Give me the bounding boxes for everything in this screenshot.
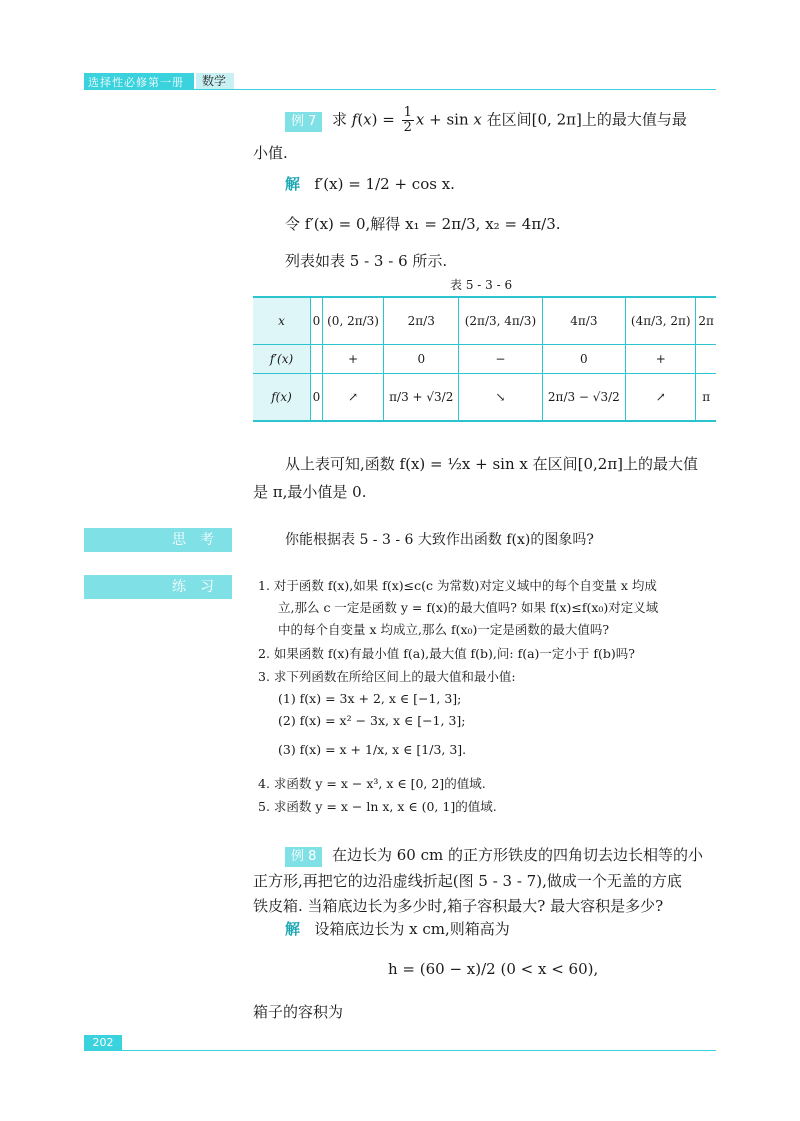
- example8-line2: 正方形,再把它的边沿虚线折起(图 5 - 3 - 7),做成一个无盖的方底: [253, 872, 682, 890]
- table-cell: +: [322, 345, 383, 374]
- table-cell: (4π/3, 2π): [626, 297, 696, 345]
- table-row-derivative: [253, 345, 716, 374]
- row-label-function: f(x): [253, 374, 311, 422]
- header-rule: [84, 89, 716, 90]
- height-formula: h = (60 − x)/2 (0 < x < 60),: [388, 960, 599, 978]
- volume-intro: 箱子的容积为: [253, 1003, 344, 1021]
- example7-line1-rest: 在区间[0, 2π]上的最大值与最: [486, 110, 687, 129]
- list-intro: 列表如表 5 - 3 - 6 所示.: [285, 252, 448, 270]
- subject-label: 数学: [196, 73, 234, 89]
- table-cell: 0: [384, 345, 459, 374]
- practice-subitem: (3) f(x) = x + 1/x, x ∈ [1/3, 3].: [278, 742, 467, 757]
- practice-label: 练习: [84, 575, 232, 599]
- table-cell: 0: [542, 345, 626, 374]
- table-row-function: [253, 374, 716, 422]
- table-cell: 2π/3: [384, 297, 459, 345]
- example8-solution: 解 设箱底边长为 x cm,则箱高为: [285, 920, 510, 938]
- table-cell: 4π/3: [542, 297, 626, 345]
- example8-tag: 例 8: [285, 847, 322, 867]
- practice-item: 立,那么 c 一定是函数 y = f(x)的最大值吗? 如果 f(x)≤f(x₀)对定义域: [278, 600, 659, 615]
- arrow-up-icon: ↗: [322, 374, 383, 422]
- practice-item: 2. 如果函数 f(x)有最小值 f(a),最大值 f(b),问: f(a)一定小于 f(b)吗?: [258, 646, 635, 661]
- practice-item: 5. 求函数 y = x − ln x, x ∈ (0, 1]的值域.: [258, 799, 497, 814]
- table-cell: −: [459, 345, 542, 374]
- arrow-up-icon: ↗: [626, 374, 696, 422]
- table-cell: 0: [311, 297, 323, 345]
- table-cell: 2π/3 − √3/2: [542, 374, 626, 422]
- table-cell: [311, 345, 323, 374]
- critical-points: 令 f′(x) = 0,解得 x₁ = 2π/3, x₂ = 4π/3.: [285, 215, 561, 233]
- solution-tag: 解: [285, 175, 301, 193]
- example7-line2: 小值.: [253, 144, 288, 162]
- table-cell: +: [626, 345, 696, 374]
- monotonicity-table: [253, 296, 716, 422]
- conclusion-line2: 是 π,最小值是 0.: [253, 483, 367, 501]
- book-title: 选择性必修第一册: [88, 76, 184, 89]
- solution-derivative: 解 f′(x) = 1/2 + cos x.: [285, 175, 455, 193]
- example8-line3: 铁皮箱. 当箱底边长为多少时,箱子容积最大? 最大容积是多少?: [253, 897, 664, 915]
- table-cell: (0, 2π/3): [322, 297, 383, 345]
- table-cell: 2π: [696, 297, 716, 345]
- think-label: 思考: [84, 528, 232, 552]
- example8-line1: 例 8 在边长为 60 cm 的正方形铁皮的四角切去边长相等的小: [285, 844, 703, 867]
- practice-item: 中的每个自变量 x 均成立,那么 f(x₀)一定是函数的最大值吗?: [278, 622, 610, 637]
- table-cell: [696, 345, 716, 374]
- table-cell: π/3 + √3/2: [384, 374, 459, 422]
- table-cell: π: [696, 374, 716, 422]
- practice-item: 1. 对于函数 f(x),如果 f(x)≤c(c 为常数)对定义域中的每个自变量 x 均成: [258, 578, 657, 593]
- practice-item: 4. 求函数 y = x − x³, x ∈ [0, 2]的值域.: [258, 776, 486, 791]
- page-number: 202: [84, 1035, 122, 1051]
- think-question: 你能根据表 5 - 3 - 6 大致作出函数 f(x)的图象吗?: [285, 532, 594, 548]
- footer-rule: [84, 1050, 716, 1051]
- solution-tag: 解: [285, 920, 301, 938]
- row-label-x: x: [253, 297, 311, 345]
- row-label-derivative: f′(x): [253, 345, 311, 374]
- practice-item: 3. 求下列函数在所给区间上的最大值和最小值:: [258, 669, 516, 684]
- table-cell: 0: [311, 374, 323, 422]
- conclusion-line1: 从上表可知,函数 f(x) = ½x + sin x 在区间[0,2π]上的最大值: [285, 455, 699, 473]
- practice-subitem: (1) f(x) = 3x + 2, x ∈ [−1, 3];: [278, 691, 462, 706]
- example7-line1: 例 7 求 f(x) = $\frac{1}{2}$ x + sin x 在区间[0, 2π]上的最大值与最: [285, 106, 687, 135]
- arrow-down-icon: ↘: [459, 374, 542, 422]
- table-row-x: [253, 297, 716, 345]
- example7-tag: 例 7: [285, 112, 322, 132]
- table-cell: (2π/3, 4π/3): [459, 297, 542, 345]
- practice-subitem: (2) f(x) = x² − 3x, x ∈ [−1, 3];: [278, 713, 466, 728]
- table-caption: 表 5 - 3 - 6: [450, 278, 513, 292]
